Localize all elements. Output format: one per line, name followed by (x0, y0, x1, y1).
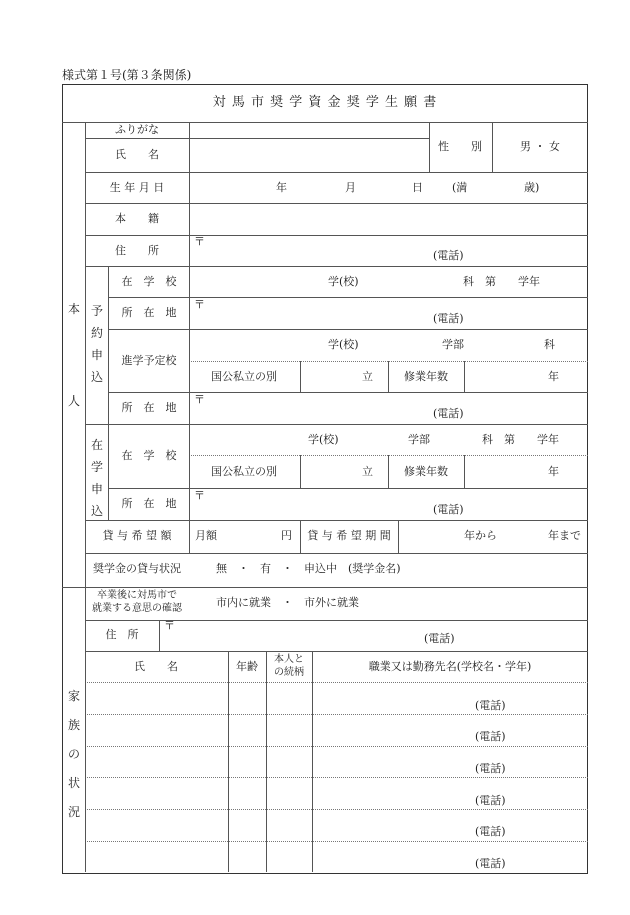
family-address-label: 住 所 (105, 628, 139, 641)
scholarship-status-label: 奨学金の貸与状況 (93, 562, 181, 575)
major-label: 科 (544, 338, 555, 351)
school-type-label: 国公私立の別 (211, 465, 277, 478)
family-phone-label: (電話) (475, 762, 506, 775)
divider (85, 651, 588, 652)
loan-period-label: 貸 与 希 望 期 間 (307, 529, 391, 542)
divider (388, 361, 389, 392)
divider (62, 587, 588, 588)
loan-amount-label: 貸 与 希 望 額 (102, 529, 172, 542)
monthly-label: 月額 (195, 529, 217, 542)
divider (300, 455, 301, 488)
phone-label: (電話) (433, 312, 464, 325)
divider (266, 651, 267, 872)
dotted-divider (85, 682, 588, 683)
nen-label: 年 (548, 370, 559, 383)
divider (85, 424, 588, 425)
age-close: 歳) (524, 181, 540, 194)
divider (388, 455, 389, 488)
divider (85, 266, 588, 267)
target-school-label: 進学予定校 (121, 354, 177, 367)
registry-label: 本 籍 (115, 212, 159, 225)
name-label: 氏 名 (115, 148, 159, 161)
intent-label-line2: 就業する意思の確認 (92, 603, 182, 614)
postal-mark: 〒 (164, 619, 175, 632)
divider (429, 122, 430, 172)
dotted-divider (85, 714, 588, 715)
section-applicant-label: 本 人 (67, 302, 80, 408)
divider (85, 172, 588, 173)
nen-label: 年 (548, 465, 559, 478)
family-phone-label: (電話) (475, 794, 506, 807)
postal-mark: 〒 (194, 393, 205, 406)
family-phone-label: (電話) (475, 730, 506, 743)
postal-mark: 〒 (194, 298, 205, 311)
gender-options[interactable]: 男 ・ 女 (520, 140, 560, 153)
family-name-header: 氏 名 (134, 660, 178, 673)
divider (464, 455, 465, 488)
form-title: 対 馬 市 奨 学 資 金 奨 学 生 願 書 (212, 95, 438, 110)
divider (85, 553, 588, 554)
divider (108, 329, 588, 330)
intent-options[interactable]: 市内に就業 ・ 市外に就業 (216, 596, 359, 609)
form-number-label: 様式第１号(第３条関係) (62, 68, 192, 82)
divider (108, 266, 109, 520)
family-phone-label: (電話) (475, 857, 506, 870)
phone-label: (電話) (433, 503, 464, 516)
years-study-label: 修業年数 (404, 465, 448, 478)
divider (85, 203, 588, 204)
ritsu-label: 立 (362, 370, 373, 383)
divider (108, 488, 588, 489)
divider (85, 235, 588, 236)
grade-text: 科 第 学年 (482, 433, 559, 446)
divider (312, 651, 313, 872)
application-form (62, 84, 588, 874)
divider (492, 122, 493, 172)
current-school-label: 在 学 校 (121, 449, 177, 462)
divider (85, 520, 588, 521)
period-until: 年まで (548, 529, 581, 542)
divider (85, 138, 429, 139)
family-age-header: 年齢 (236, 660, 258, 673)
section-reservation-label: 予 約 申 込 (90, 304, 103, 384)
divider (85, 620, 588, 621)
divider (108, 392, 588, 393)
divider (464, 361, 465, 392)
divider (228, 651, 229, 872)
birth-day: 日 (412, 181, 423, 194)
postal-mark: 〒 (194, 489, 205, 502)
phone-label: (電話) (433, 249, 464, 262)
gender-label: 性 別 (438, 140, 482, 153)
divider (85, 122, 86, 872)
grade-text: 科 第 学年 (463, 275, 540, 288)
school-kou: 学(校) (328, 338, 359, 351)
family-relation-header-line2: の続柄 (274, 667, 304, 678)
furigana-label: ふりがな (115, 123, 159, 136)
divider (300, 520, 301, 553)
family-occupation-header: 職業又は勤務先名(学校名・学年) (368, 660, 532, 673)
divider (189, 520, 190, 553)
dotted-divider (85, 841, 588, 842)
section-family-label: 家 族 の 状 況 (67, 689, 80, 819)
ritsu-label: 立 (362, 465, 373, 478)
divider (189, 122, 190, 520)
divider (108, 297, 588, 298)
dept-label: 学部 (442, 338, 464, 351)
birthdate-label: 生 年 月 日 (109, 181, 165, 194)
birth-month: 月 (345, 181, 356, 194)
phone-label: (電話) (424, 632, 455, 645)
family-relation-header-line1: 本人と (274, 654, 304, 665)
period-from: 年から (464, 529, 497, 542)
school-type-label: 国公私立の別 (211, 370, 277, 383)
location-label: 所 在 地 (121, 401, 177, 414)
birth-year: 年 (276, 181, 287, 194)
current-school-label: 在 学 校 (121, 275, 177, 288)
dotted-divider (85, 809, 588, 810)
section-enrolled-label: 在 学 申 込 (90, 438, 103, 518)
scholarship-status-options[interactable]: 無 ・ 有 ・ 申込中 (奨学金名) (216, 562, 401, 575)
phone-label: (電話) (433, 407, 464, 420)
family-phone-label: (電話) (475, 825, 506, 838)
dept-label: 学部 (408, 433, 430, 446)
location-label: 所 在 地 (121, 306, 177, 319)
yen-label: 円 (281, 529, 292, 542)
dotted-divider (85, 777, 588, 778)
school-kou: 学(校) (328, 275, 359, 288)
location-label: 所 在 地 (121, 497, 177, 510)
years-study-label: 修業年数 (404, 370, 448, 383)
divider (159, 620, 160, 651)
intent-label-line1: 卒業後に対馬市で (97, 590, 177, 601)
divider (300, 361, 301, 392)
school-kou: 学(校) (308, 433, 339, 446)
postal-mark: 〒 (194, 235, 205, 248)
address-label: 住 所 (115, 244, 159, 257)
family-phone-label: (電話) (475, 699, 506, 712)
dotted-divider (85, 746, 588, 747)
divider (398, 520, 399, 553)
age-open: (満 (452, 181, 468, 194)
